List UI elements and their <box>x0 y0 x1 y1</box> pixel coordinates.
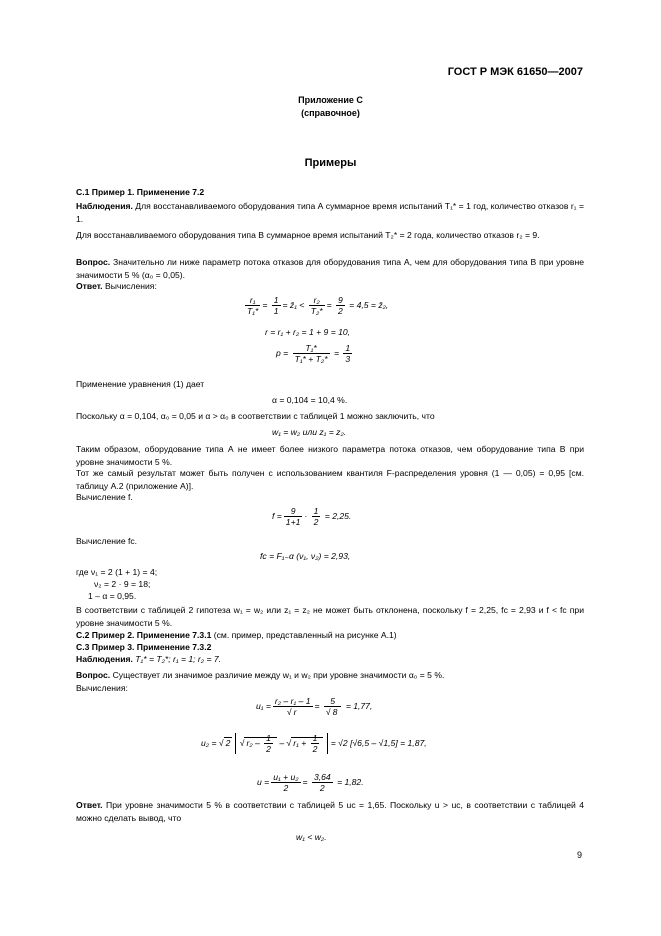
u-equation: u = $\frac{\text{u₁ + u₂}}{2}$ = $\frac{3,64}{2}$ = 1,82. <box>257 772 364 793</box>
c3-heading: С.3 Пример 3. Применение 7.3.2 <box>76 642 212 652</box>
c1-observations <box>76 200 584 226</box>
c3-obs-text: T₁* = T₂*; r₁ = 1; r₂ = 7. <box>135 654 222 664</box>
u-tail: = 1,82. <box>337 776 364 787</box>
fc-equation: fc = F₁₋α (ν₁, ν₂) = 2,93, <box>260 551 351 561</box>
f-eq-tail: = 2,25. <box>324 510 352 521</box>
where-line-1: где ν₁ = 2 (1 + 1) = 4; <box>76 567 158 577</box>
c3-q-label: Вопрос. <box>76 670 111 680</box>
same-result-text: Тот же самый результат может быть получен с использованием квантиля F-распределения уровня (1 — 0,05) = 0,95 [см. таблицу А.2 (приложение А)]. <box>76 468 584 491</box>
where-line-3: 1 – α = 0,95. <box>88 591 137 601</box>
appendix-subtitle: (справочное) <box>301 108 360 118</box>
c3-ans-text: При уровне значимости 5 % в соответствии с таблицей 5 uc = 1,65. Поскольку u > uc, в соответствии с таблицей 4 можно сделать вывод, что <box>76 800 585 823</box>
eq3-left: p = <box>276 347 289 358</box>
where-line-2: ν₂ = 2 · 9 = 18; <box>94 579 151 589</box>
conclusion-text: В соответствии с таблицей 2 гипотеза w₁ = w₂ или z₁ = z₂ не может быть отклонена, поскольку f = 2,25, fc = 2,93 и f < fc при уровне значимости 5 %. <box>76 605 584 628</box>
c3-observations <box>76 654 221 664</box>
u1-tail: = 1,77, <box>345 700 373 711</box>
c1-heading: С.1 Пример 1. Применение 7.2 <box>76 187 205 197</box>
u2-tail: = √2 [√6,5 – √1,5] = 1,87, <box>330 737 427 748</box>
u2-equation: u₂ = √ 2 √ r₂ – $\frac{1}{2}$ – √ r₁ + $\frac{1}{2}$ = √2 [√6,5 – √1,5] = 1,87, <box>201 733 427 754</box>
c1-obs-text1: Для восстанавливаемого оборудования типа А суммарное время испытаний T₁* = 1 год, количество отказов r₁ = 1. <box>76 201 585 224</box>
u1-equation: u₁ = $\frac{\text{r₂ – r₁ – 1}}{√ r}$ = $\frac{5}{√ 8}$ = 1,77, <box>256 696 373 717</box>
calc-fc: Вычисление fc. <box>76 536 138 546</box>
c1-question <box>76 256 584 282</box>
c3-calc: Вычисления: <box>76 683 128 693</box>
c3-question <box>76 670 444 680</box>
c1-ans-text: Вычисления: <box>104 281 157 291</box>
w-equation: w₁ = w₂ или z₁ = z₂. <box>272 427 347 437</box>
c3-obs-label: Наблюдения. <box>76 654 133 664</box>
c1-obs-text2: Для восстанавливаемого оборудования типа В суммарное время испытаний T₂* = 2 года, количество отказов r₂ = 9. <box>76 230 540 240</box>
final-equation: w₁ < w₂. <box>296 832 327 842</box>
appendix-title: Приложение С <box>298 95 363 105</box>
c3-q-text: Существует ли значимое различие между w₁ и w₂ при уровне значимости α₀ = 5 %. <box>112 670 445 680</box>
equation-p: p = $\frac{\text{T₁*}}{\text{T₁* + T₂*}}$ = $\frac{1}{3}$ <box>276 343 351 364</box>
thus-text: Таким образом, оборудование типа А не имеет более низкого параметра потока отказов, чем оборудование типа В при уровне значимости 5 %. <box>76 444 584 467</box>
since-text: Поскольку α = 0,104, α₀ = 0,05 и α > α₀ в соответствии с таблицей 1 можно заключить, что <box>76 411 435 421</box>
c3-ans-label: Ответ. <box>76 800 103 810</box>
c3-answer <box>76 799 584 825</box>
equation-z-ratio: $\frac{\text{r₁}}{\text{T₁*}}$ = $\frac{1}{1}$ = ẑ₁ < $\frac{\text{r₂}}{\text{T₂*}}$ = $\frac{9}{2}$ = 4,5 = ẑ₂, <box>247 295 389 316</box>
apply-text: Применение уравнения (1) дает <box>76 379 205 389</box>
c1-ans-label: Ответ. <box>76 281 103 291</box>
eq3-right: = <box>333 347 339 358</box>
c1-answer <box>76 281 157 291</box>
c1-obs-label: Наблюдения. <box>76 201 133 211</box>
c1-observations-2 <box>76 229 584 242</box>
alpha-equation: α = 0,104 = 10,4 %. <box>272 395 348 405</box>
c2-text: (см. пример, представленный на рисунке А.1) <box>213 630 397 640</box>
eq1-tail: = 4,5 = ẑ₂, <box>349 299 389 310</box>
c1-q-label: Вопрос. <box>76 257 111 267</box>
page-number: 9 <box>577 850 583 860</box>
c2-heading: С.2 Пример 2. Применение 7.3.1 <box>76 630 212 640</box>
document-id: ГОСТ Р МЭК 61650—2007 <box>447 66 583 78</box>
calc-f: Вычисление f. <box>76 492 133 502</box>
c2-line <box>76 630 397 640</box>
equation-r-sum: r = r₁ + r₂ = 1 + 9 = 10, <box>265 327 351 337</box>
c1-q-text: Значительно ли ниже параметр потока отказов для оборудования типа А, чем для оборудования типа В при уровне значимости 5 % (α₀ = 0,05). <box>76 257 584 280</box>
section-title: Примеры <box>304 157 357 169</box>
f-equation: f = $\frac{9}{1+1}$ · $\frac{1}{2}$ = 2,25. <box>272 506 352 527</box>
